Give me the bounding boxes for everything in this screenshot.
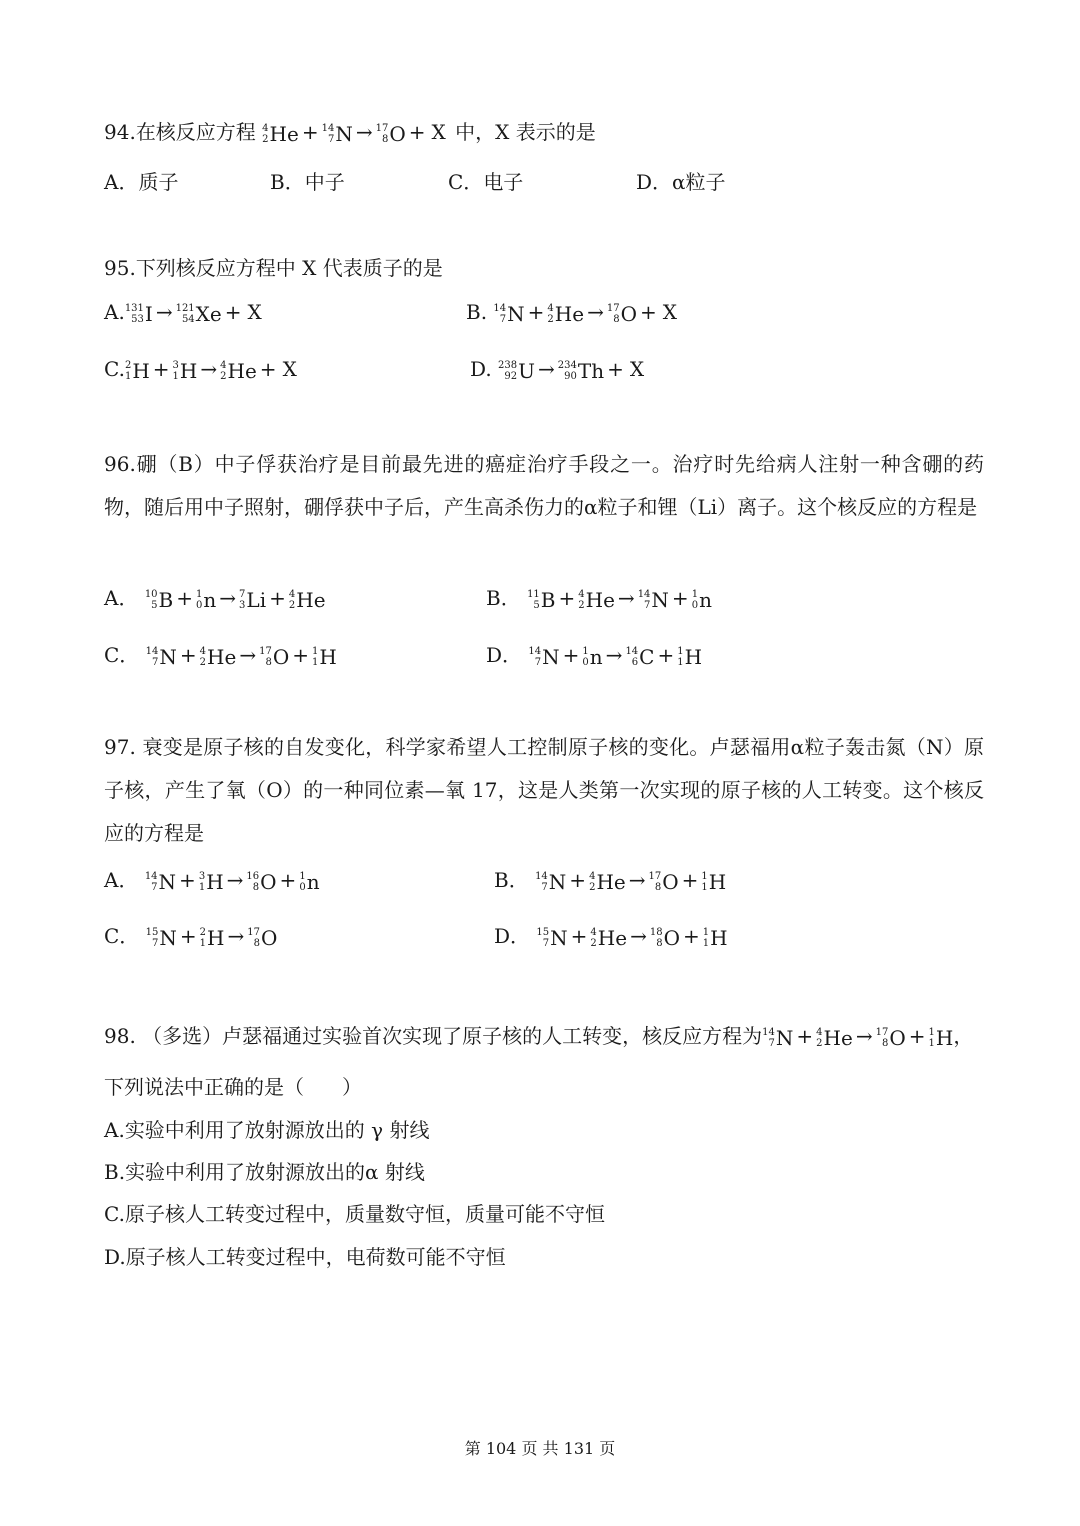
mass-number: 11 [527,588,540,600]
mass-number: 10 [144,588,158,600]
equation-operator: + [562,643,580,667]
equation-operator: → [605,643,623,667]
charge-number: 7 [542,937,550,949]
charge-number: 5 [151,599,158,611]
total-pages-number: 131 [563,1439,595,1458]
element-symbol: I [144,301,153,326]
equation [125,357,300,381]
equation-operator: + [279,868,297,892]
charge-number: 2 [288,599,296,611]
nuclide [173,357,198,385]
element-symbol: H [708,869,727,894]
equation-operator: + [269,586,286,610]
equation [146,643,337,667]
nuclide [876,1024,906,1052]
nuclide [146,924,177,952]
stem-text: 衰变是原子核的自发变化，科学家希望人工控制原子核的变化。卢瑟福用α粒子轰击氮（N）原子核，产生了氧（O）的一种同位素—氧 17，这是人类第一次实现的原子核的人工转变。这个核反应的方程是 [104,735,984,845]
option-a[interactable]: A. 131 53 I → 121 54 Xe + X [104,298,265,328]
mass-number: 234 [557,359,577,371]
question-number: 94. [104,120,136,144]
nuclide [196,586,216,614]
element-symbol: O [261,925,278,950]
stem-text: 在核反应方程 [135,120,256,144]
equation-operator: → [538,357,555,381]
element-symbol: N [159,925,177,950]
mass-number: 14 [144,870,158,882]
equation-operator: + [682,924,700,948]
nuclide [625,643,654,671]
equation-operator: + [176,586,194,610]
nuclide [199,868,224,896]
mass-number: 7 [239,588,246,600]
charge-number: 2 [262,133,269,145]
option-b[interactable]: B．中子 [270,170,345,194]
mass-number: 2 [199,926,207,938]
page-footer [0,1437,1080,1461]
stem-text: ， [953,1024,974,1048]
charge-number: 8 [252,881,260,893]
footer-suffix: 页 [599,1439,616,1458]
element-symbol: He [585,587,615,612]
nuclide [558,357,604,385]
element-symbol: H [935,1025,954,1050]
charge-number: 2 [220,370,227,382]
element-symbol: Li [246,587,267,612]
nuclide [703,924,728,952]
mass-number: 3 [172,359,179,371]
equation [536,924,727,948]
equation-operator: + [224,300,242,324]
charge-number: 0 [582,656,589,668]
nuclide [246,868,276,896]
mass-number: 131 [124,302,144,314]
charge-number: 8 [381,133,389,145]
mass-number: 17 [875,1026,889,1038]
element-symbol: N [159,644,177,669]
stem-text: ） [342,1075,362,1099]
charge-number: 7 [541,881,548,893]
equation-operator: + [408,120,426,144]
mass-number: 1 [312,645,319,657]
equation-operator: X [662,300,677,324]
equation-operator: X [247,300,262,324]
charge-number: 7 [534,656,542,668]
mass-number: 14 [528,645,542,657]
nuclide [145,586,173,614]
charge-number: 6 [631,656,639,668]
nuclide [145,868,176,896]
mass-number: 14 [493,302,507,314]
element-symbol: O [272,644,290,669]
charge-number: 53 [131,313,144,325]
charge-number: 2 [816,1037,823,1049]
equation-operator: → [227,924,245,948]
nuclide [146,643,177,671]
element-symbol: B [158,587,174,612]
charge-number: 8 [881,1037,889,1049]
option-b[interactable]: B.实验中利用了放射源放出的α 射线 [104,1160,425,1184]
option-c[interactable]: C． 15 7 N + 2 1 H → 17 8 O [104,924,278,950]
equation-operator: → [219,586,237,610]
option-c[interactable]: C． 14 7 N + 4 2 He → 17 8 O + 1 1 H [104,643,337,669]
mass-number: 1 [701,870,708,882]
element-symbol: n [589,644,603,669]
nuclide [528,643,559,671]
mass-number: 1 [196,588,203,600]
charge-number: 3 [239,599,246,611]
equation-operator: + [179,924,197,948]
equation [125,300,265,324]
element-symbol: H [206,869,224,894]
nuclide [648,868,678,896]
nuclide [259,643,289,671]
nuclide [638,586,669,614]
nuclide [535,868,566,896]
question-97-stem [104,726,984,855]
equation-operator: + [179,643,197,667]
charge-number: 1 [199,937,207,949]
question-96-stem [104,443,984,529]
mass-number: 4 [288,588,296,600]
equation-operator: → [617,586,635,610]
element-symbol: B [540,587,556,612]
option-a[interactable]: A.实验中利用了放射源放出的 γ 射线 [104,1118,430,1142]
charge-number: 2 [199,656,207,668]
element-symbol: H [710,925,728,950]
equation-operator: + [657,643,675,667]
equation-operator: → [855,1024,873,1048]
nuclide [200,643,237,671]
equation-operator: + [558,586,576,610]
element-symbol: H [132,358,150,383]
element-symbol: O [389,121,406,146]
charge-number: 1 [172,370,179,382]
nuclide [607,300,637,328]
question-number: 95. [104,256,136,280]
mass-number: 18 [649,926,663,938]
element-symbol: He [554,301,585,326]
equation [527,586,712,610]
mass-number: 1 [299,870,306,882]
equation-operator: → [587,300,604,324]
mass-number: 4 [220,359,227,371]
mass-number: 14 [637,588,651,600]
equation-operator: + [569,868,587,892]
charge-number: 0 [691,599,699,611]
option-b[interactable]: B． 11 5 B + 4 2 He → 14 7 N + 1 0 n [486,586,712,612]
element-symbol: He [269,121,299,146]
charge-number: 92 [504,370,518,382]
equation [762,1024,953,1048]
charge-number: 1 [124,370,132,382]
nuclide [322,120,353,148]
option-c[interactable]: C. 2 1 H + 3 1 H → 4 2 He + X [104,355,300,385]
charge-number: 8 [265,656,272,668]
option-d[interactable]: D． 15 7 N + 4 2 He → 18 8 O + 1 1 H [494,924,728,950]
nuclide [590,924,627,952]
mass-number: 17 [375,122,389,134]
nuclide [262,120,299,148]
charge-number: 54 [181,313,195,325]
element-symbol: N [158,869,177,894]
equation-operator: → [355,120,373,144]
mass-number: 17 [606,302,620,314]
charge-number: 1 [677,656,684,668]
nuclide [239,586,266,614]
stem-text: 中，X 表示的是 [455,120,596,144]
charge-number: 8 [613,313,620,325]
equation-operator: + [179,868,196,892]
equation-operator: + [570,924,588,948]
current-page-number: 104 [485,1439,517,1458]
equation [498,357,647,381]
element-symbol: N [542,644,560,669]
mass-number: 3 [198,870,206,882]
mass-number: 1 [928,1026,935,1038]
equation-operator: → [628,868,646,892]
equation-operator: + [259,357,277,381]
charge-number: 8 [656,937,663,949]
charge-number: 0 [196,599,203,611]
charge-number: 7 [499,313,507,325]
mass-number: 14 [625,645,639,657]
option-a[interactable]: A．质子 [104,170,179,194]
stem-text: （多选）卢瑟福通过实验首次实现了原子核的人工转变，核反应方程为 [142,1024,763,1048]
element-symbol: He [207,644,237,669]
nuclide [929,1024,954,1052]
charge-number: 7 [768,1037,775,1049]
equation-operator: + [607,357,624,381]
charge-number: 7 [644,599,651,611]
element-symbol: C [639,644,655,669]
nuclide [125,300,153,328]
charge-number: 1 [702,937,710,949]
mass-number: 4 [589,870,596,882]
element-symbol: Th [577,358,605,383]
mass-number: 17 [247,926,260,938]
nuclide [650,924,680,952]
nuclide [589,868,626,896]
nuclide [677,643,702,671]
option-b[interactable]: B． 14 7 N + 4 2 He → 17 8 O + 1 1 H [494,868,727,894]
element-symbol: He [296,587,326,612]
equation-operator: + [527,300,545,324]
charge-number: 1 [928,1037,935,1049]
mass-number: 14 [145,645,159,657]
option-a[interactable]: A． 10 5 B + 1 0 n → 7 3 Li + 4 2 He [104,586,326,612]
equation-operator: + [301,120,319,144]
footer-prefix: 第 [464,1439,481,1458]
charge-number: 2 [589,881,596,893]
mass-number: 14 [535,870,548,882]
nuclide [498,357,535,385]
option-c[interactable]: C.原子核人工转变过程中，质量数守恒，质量可能不守恒 [104,1202,605,1226]
charge-number: 7 [152,656,159,668]
charge-number: 1 [198,881,206,893]
option-c[interactable]: C．电子 [448,170,524,194]
option-d[interactable]: D. 238 92 U → 234 90 Th + X [470,355,647,385]
equation-operator: + [639,300,657,324]
stem-text: 下列核反应方程中 X 代表质子的是 [135,256,443,280]
mass-number: 15 [536,926,550,938]
charge-number: 7 [151,881,158,893]
equation [262,120,449,144]
nuclide [582,643,602,671]
equation-operator: + [908,1024,926,1048]
element-symbol: n [699,587,712,612]
question-98-stem-line2 [104,1073,362,1101]
equation [493,300,680,324]
nuclide [493,300,524,328]
element-symbol: He [597,925,628,950]
nuclide [547,300,584,328]
question-98-stem [104,1022,973,1052]
question-number: 96. [104,452,136,476]
mass-number: 17 [259,645,272,657]
question-95-stem [104,254,443,282]
nuclide [578,586,615,614]
nuclide [692,586,712,614]
equation-operator: → [239,643,257,667]
element-symbol: He [227,358,257,383]
charge-number: 90 [564,370,577,382]
element-symbol: O [620,301,637,326]
charge-number: 8 [253,937,260,949]
mass-number: 4 [578,588,585,600]
mass-number: 1 [677,645,684,657]
option-d[interactable]: D．α粒子 [636,170,726,194]
nuclide [816,1024,853,1052]
equation-operator: + [152,357,170,381]
element-symbol: N [335,121,353,146]
charge-number: 1 [701,881,708,893]
equation-operator: X [282,357,297,381]
element-symbol: H [319,644,337,669]
stem-text: 硼（B）中子俘获治疗是目前最先进的癌症治疗手段之一。治疗时先给病人注射一种含硼的药物，随后用中子照射，硼俘获中子后，产生高杀伤力的α粒子和锂（Li）离子。这个核反应的方程是 [104,452,984,519]
equation-operator: X [629,357,645,381]
mass-number: 238 [498,359,518,371]
element-symbol: O [663,925,680,950]
element-symbol: N [775,1025,794,1050]
nuclide [176,300,222,328]
element-symbol: U [518,358,535,383]
mass-number: 4 [547,302,554,314]
charge-number: 1 [312,656,319,668]
stem-text: 下列说法中正确的是（ [104,1075,304,1099]
charge-number: 0 [299,881,306,893]
charge-number: 5 [533,599,540,611]
equation [146,924,278,948]
element-symbol: O [260,869,277,894]
mass-number: 121 [175,302,195,314]
charge-number: 2 [547,313,554,325]
nuclide [527,586,555,614]
question-number: 98. [104,1024,136,1048]
equation [145,868,320,892]
mass-number: 1 [702,926,710,938]
element-symbol: Xe [195,301,222,326]
element-symbol: He [823,1025,853,1050]
option-a[interactable]: A． 14 7 N + 3 1 H → 16 8 O + 1 0 n [104,868,320,894]
equation-operator: → [226,868,244,892]
charge-number: 2 [578,599,585,611]
element-symbol: n [203,587,217,612]
mass-number: 16 [246,870,260,882]
mass-number: 15 [145,926,159,938]
element-symbol: O [889,1025,906,1050]
option-d[interactable]: D． 14 7 N + 1 0 n → 14 6 C + 1 1 H [486,643,703,669]
element-symbol: N [651,587,669,612]
mass-number: 4 [816,1026,823,1038]
mass-number: 1 [582,645,589,657]
question-94-stem [104,118,596,148]
equation [145,586,326,610]
equation-operator: + [796,1024,814,1048]
nuclide [200,924,225,952]
mass-number: 1 [691,588,699,600]
nuclide [125,357,150,385]
mass-number: 4 [262,122,269,134]
element-symbol: N [550,925,568,950]
equation-operator: + [671,586,689,610]
mass-number: 14 [321,122,335,134]
nuclide [289,586,326,614]
element-symbol: He [596,869,626,894]
nuclide [762,1024,793,1052]
equation-operator: X [431,120,446,144]
element-symbol: H [684,644,703,669]
mass-number: 14 [762,1026,775,1038]
element-symbol: H [207,925,225,950]
nuclide [701,868,726,896]
option-b[interactable]: B. 14 7 N + 4 2 He → 17 8 O + X [466,298,680,328]
equation [528,643,702,667]
element-symbol: n [306,869,320,894]
equation [535,868,726,892]
nuclide [220,357,257,385]
equation-operator: + [292,643,309,667]
nuclide [312,643,337,671]
element-symbol: O [662,869,679,894]
nuclide [376,120,406,148]
option-d[interactable]: D.原子核人工转变过程中，电荷数可能不守恒 [104,1245,506,1269]
charge-number: 7 [327,133,335,145]
equation-operator: → [155,300,173,324]
charge-number: 2 [590,937,597,949]
equation-operator: + [681,868,699,892]
charge-number: 8 [654,881,662,893]
footer-middle: 页 共 [521,1439,559,1458]
element-symbol: N [507,301,525,326]
equation-operator: → [200,357,218,381]
nuclide [247,924,277,952]
mass-number: 2 [124,359,132,371]
mass-number: 17 [648,870,662,882]
mass-number: 4 [590,926,597,938]
nuclide [536,924,567,952]
mass-number: 4 [199,645,207,657]
nuclide [299,868,319,896]
question-number: 97. [104,735,136,759]
element-symbol: N [548,869,567,894]
element-symbol: H [179,358,198,383]
equation-operator: → [630,924,647,948]
charge-number: 7 [152,937,159,949]
